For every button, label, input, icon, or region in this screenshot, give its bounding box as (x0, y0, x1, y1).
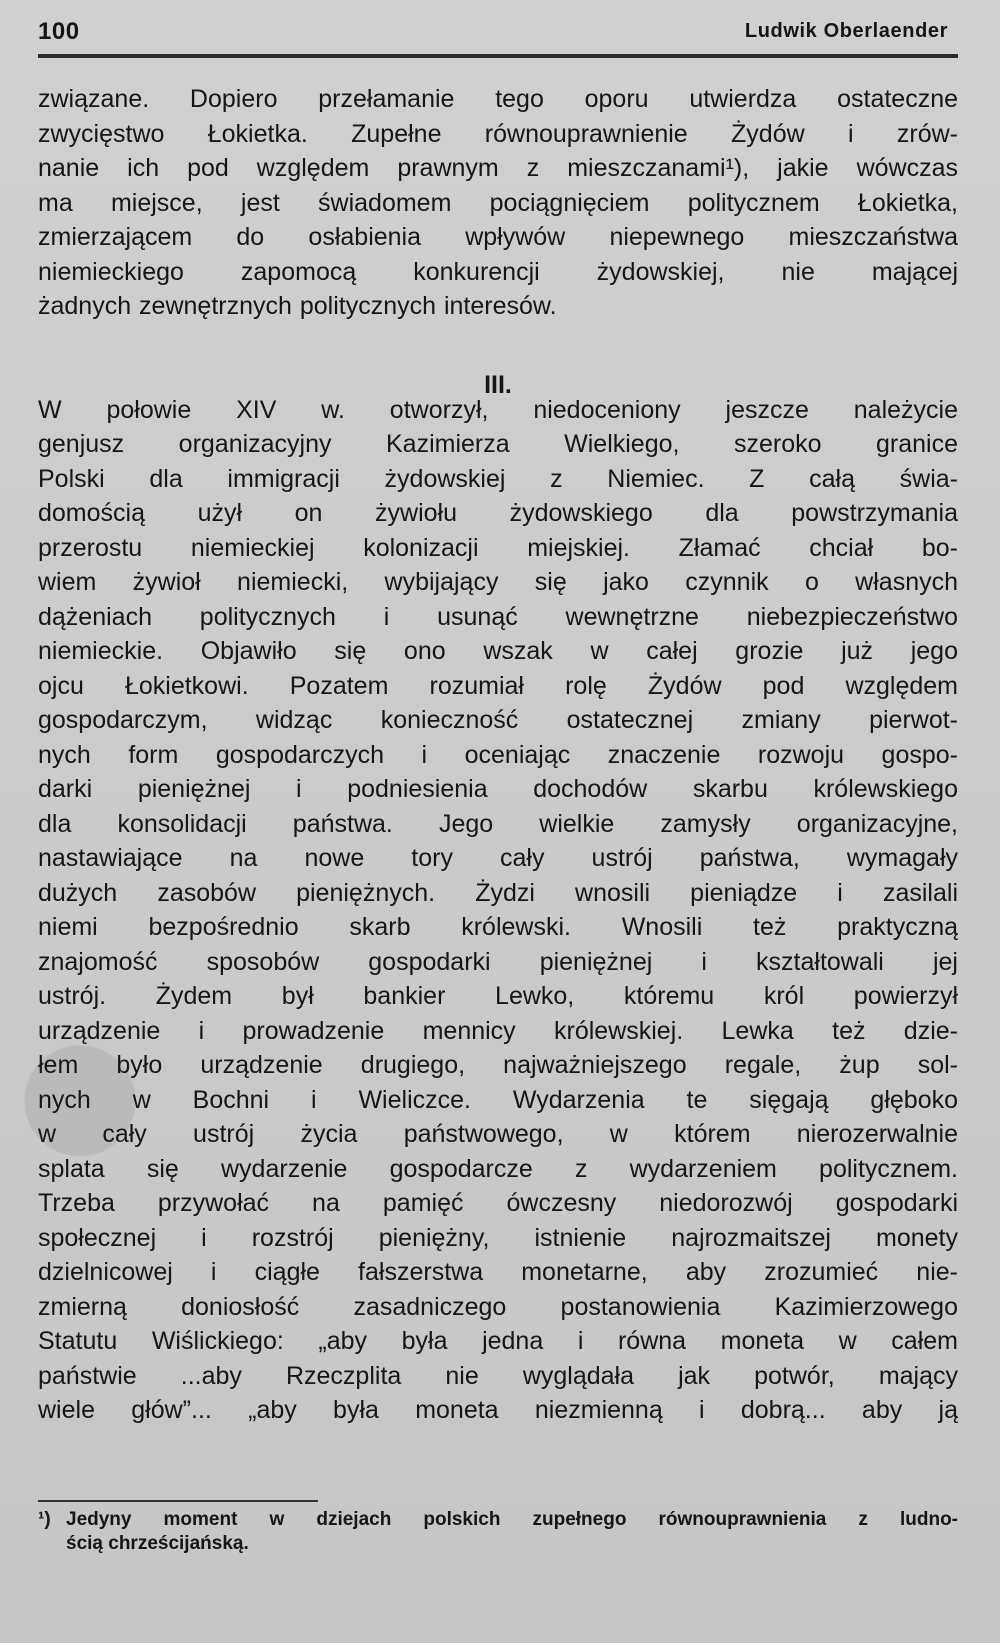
footnote (38, 1508, 958, 1556)
section-heading: III. (484, 371, 512, 399)
text-line: znajomość sposobów gospodarki pieniężnej i kształtowali jej (38, 947, 958, 976)
text-line: państwie ...aby Rzeczplita nie wyglądała jak potwór, mający (38, 1361, 958, 1390)
text-line: w cały ustrój życia państwowego, w którem nierozerwalnie (38, 1120, 958, 1148)
text-line: zmierzającem do osłabienia wpływów niepewnego mieszczaństwa (38, 223, 958, 251)
text-line: ojcu Łokietkowi. Pozatem rozumiał rolę Żydów pod względem (38, 671, 958, 700)
text-line: nastawiające na nowe tory cały ustrój państwa, wymagały (38, 844, 958, 872)
text-line: domością użył on żywiołu żydowskiego dla powstrzymania (38, 499, 958, 527)
text-line: Statutu Wiślickiego: „aby była jedna i równa moneta w całem (38, 1327, 958, 1355)
footnote-line: ścią chrześcijańską. (66, 1533, 249, 1554)
footnote-marker: ¹) (38, 1509, 51, 1530)
text-line: nanie ich pod względem prawnym z mieszczanami¹), jakie wówczas (38, 154, 958, 182)
text-line: zmierną doniosłość zasadniczego postanowienia Kazimierzowego (38, 1292, 958, 1321)
text-line: Polski dla immigracji żydowskiej z Niemiec. Z całą świa- (38, 464, 958, 493)
text-line: nych w Bochni i Wieliczce. Wydarzenia te sięgają głęboko (38, 1085, 958, 1114)
text-line: splata się wydarzenie gospodarcze z wydarzeniem politycznem. (38, 1154, 958, 1183)
text-line: przerostu niemieckiej kolonizacji miejskiej. Złamać chciał bo- (38, 533, 958, 562)
text-line: dzielnicowej i ciągłe fałszerstwa monetarne, aby zrozumieć nie- (38, 1258, 958, 1286)
footnote-line (38, 1508, 958, 1532)
text-line: niemieckie. Objawiło się ono wszak w całej grozie już jego (38, 637, 958, 665)
text-line: zwycięstwo Łokietka. Zupełne równouprawnienie Żydów i zrów- (38, 119, 958, 148)
text-line: łem było urządzenie drugiego, najważniejszego regale, żup sol- (38, 1051, 958, 1079)
text-line: dużych zasobów pieniężnych. Żydzi wnosili pieniądze i zasilali (38, 878, 958, 907)
main-text (38, 82, 958, 1428)
text-line: związane. Dopiero przełamanie tego oporu utwierdza ostateczne (38, 85, 958, 113)
text-line: wiem żywioł niemiecki, wybijający się jako czynnik o własnych (38, 568, 958, 596)
text-line: dla konsolidacji państwa. Jego wielkie zamysły organizacyjne, (38, 809, 958, 838)
text-line: społecznej i rozstrój pieniężny, istnienie najrozmaitszej monety (38, 1223, 958, 1252)
text-line: urządzenie i prowadzenie mennicy królewskiej. Lewka też dzie- (38, 1016, 958, 1045)
text-line: niemieckiego zapomocą konkurencji żydowskiej, nie mającej (38, 257, 958, 286)
running-head: Ludwik Oberlaender (744, 20, 948, 42)
text-line: W połowie XIV w. otworzył, niedoceniony jeszcze należycie (38, 395, 958, 424)
text-line: dążeniach politycznych i usunąć wewnętrzne niebezpieczeństwo (38, 602, 958, 631)
footnote-text: Jedyny moment w dziejach polskich zupełnego równouprawnienia z ludno- (66, 1509, 958, 1530)
page-number: 100 (38, 18, 80, 45)
text-line: genjusz organizacyjny Kazimierza Wielkiego, szeroko granice (38, 430, 958, 458)
text-line: żadnych zewnętrznych politycznych interesów. (38, 292, 557, 320)
text-line: ustrój. Żydem był bankier Lewko, któremu król powierzył (38, 982, 958, 1010)
footnote-separator (38, 1500, 318, 1502)
text-line: wiele głów”... „aby była moneta niezmienną i dobrą... aby ją (38, 1396, 958, 1424)
text-line: gospodarczym, widząc konieczność ostatecznej zmiany pierwot- (38, 706, 958, 734)
text-line: darki pieniężnej i podniesienia dochodów skarbu królewskiego (38, 775, 958, 803)
text-line: nych form gospodarczych i oceniając znaczenie rozwoju gospo- (38, 740, 958, 769)
text-line: niemi bezpośrednio skarb królewski. Wnosili też praktyczną (38, 913, 958, 941)
text-line: ma miejsce, jest świadomem pociągnięciem politycznem Łokietka, (38, 188, 958, 217)
page-header (38, 18, 958, 58)
text-line: Trzeba przywołać na pamięć ówczesny niedorozwój gospodarki (38, 1189, 958, 1217)
